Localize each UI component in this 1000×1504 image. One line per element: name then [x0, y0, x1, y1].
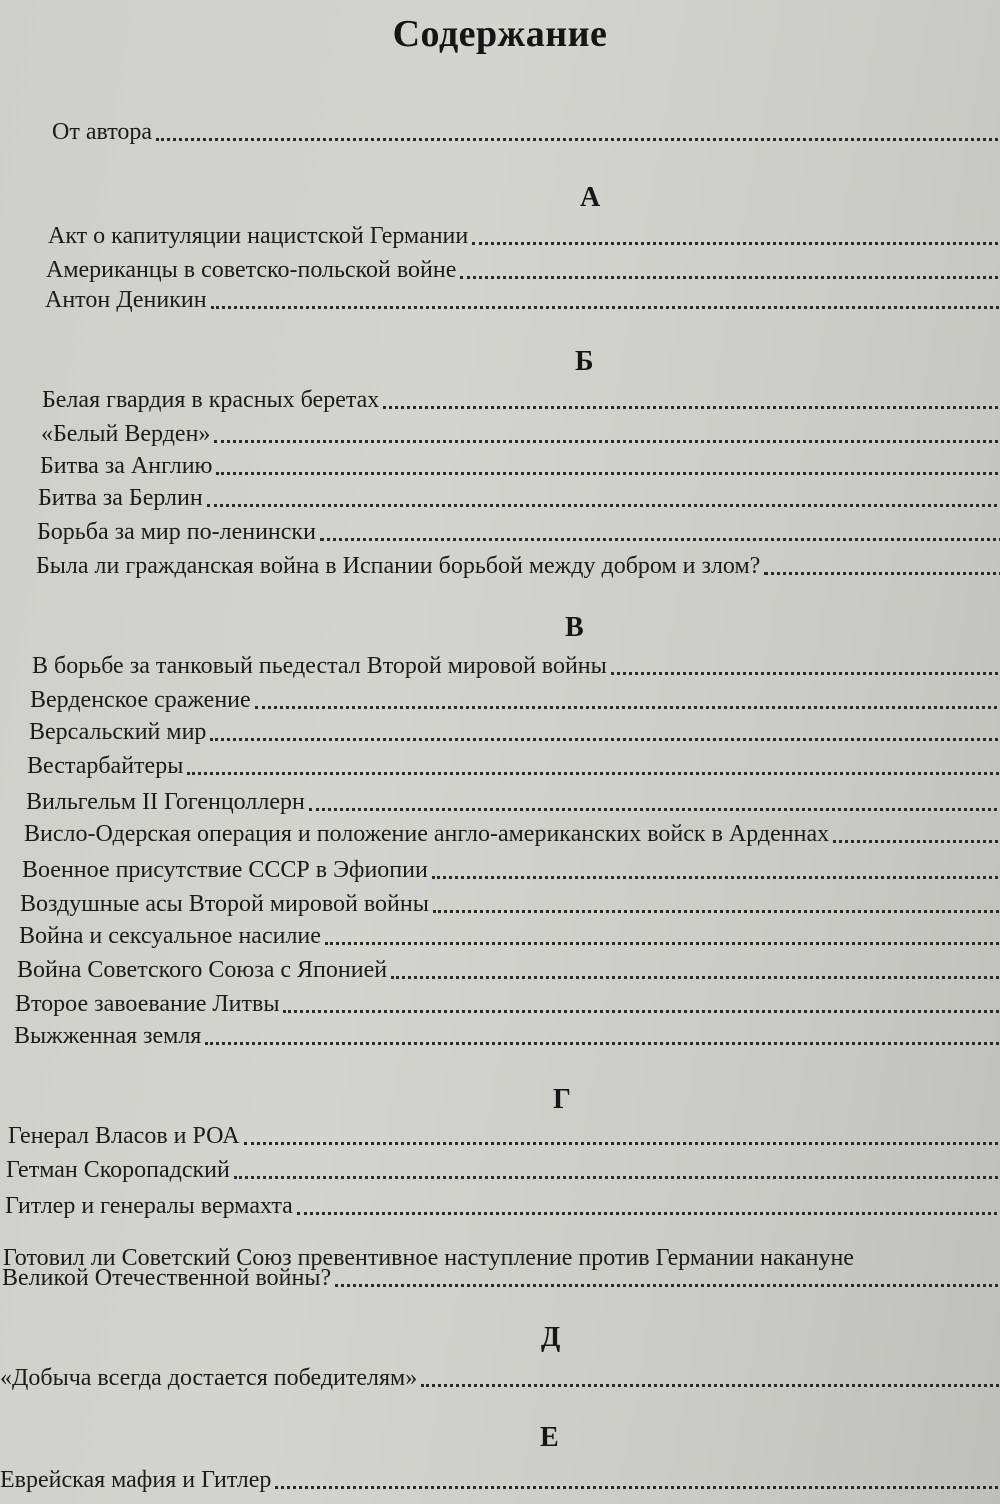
toc-entry [22, 856, 1000, 884]
toc-entry-label: «Белый Верден» [41, 421, 211, 447]
dot-leader [325, 942, 1000, 945]
toc-entry-label: Гитлер и генералы вермахта [5, 1193, 293, 1219]
toc-entry [0, 1466, 1000, 1494]
dot-leader [433, 910, 1000, 913]
toc-entry-label: Война Советского Союза с Японией [17, 957, 388, 983]
toc-entry-label: Белая гвардия в красных беретах [42, 387, 380, 413]
dot-leader [833, 840, 1000, 843]
toc-entry-label: Борьба за мир по-ленински [37, 519, 316, 545]
toc-entry-from-author [52, 118, 1000, 146]
toc-entry [36, 552, 1000, 580]
toc-entry [41, 420, 1000, 448]
toc-entry [2, 1264, 1000, 1292]
toc-entry-label: Военное присутствие СССР в Эфиопии [22, 857, 428, 883]
toc-entry-label: От автора [52, 119, 153, 145]
toc-entry [46, 256, 1000, 284]
dot-leader [244, 1142, 1000, 1145]
toc-entry [30, 686, 1000, 714]
section-letter-b: Б [575, 346, 594, 377]
toc-entry-label: Висло-Одерская операция и положение англо-американских войск в Арденнах [24, 821, 830, 847]
toc-entry [29, 718, 1000, 746]
dot-leader [460, 276, 1000, 279]
toc-entry [37, 518, 1000, 546]
dot-leader [320, 538, 1000, 541]
section-letter-d: Д [541, 1322, 561, 1353]
dot-leader [234, 1176, 1000, 1179]
dot-leader [275, 1486, 1000, 1489]
toc-entry-label: Антон Деникин [45, 287, 207, 313]
toc-entry [17, 956, 1000, 984]
toc-entry [19, 922, 1000, 950]
toc-entry-label: В борьбе за танковый пьедестал Второй мировой войны [32, 653, 607, 679]
page-title: Содержание [392, 13, 608, 55]
section-letter-a: А [580, 182, 601, 213]
toc-entry [24, 820, 1000, 848]
toc-entry-label: Вестарбайтеры [27, 753, 184, 779]
toc-entry [14, 1022, 1000, 1050]
toc-entry [38, 484, 1000, 512]
section-letter-v: В [565, 612, 584, 643]
toc-entry-label: Битва за Англию [40, 453, 213, 479]
toc-entry [45, 286, 1000, 314]
dot-leader [421, 1384, 1000, 1387]
dot-leader [383, 406, 1000, 409]
section-letter-g: Г [553, 1084, 571, 1115]
dot-leader [187, 772, 1000, 775]
dot-leader [611, 672, 1000, 675]
dot-leader [211, 306, 1000, 309]
toc-entry-label: Была ли гражданская война в Испании борьбой между добром и злом? [36, 553, 761, 579]
toc-entry-label: Верденское сражение [30, 687, 251, 713]
section-letter-e: Е [540, 1422, 559, 1453]
toc-entry [15, 990, 1000, 1018]
toc-entry [5, 1192, 1000, 1220]
dot-leader [309, 808, 1000, 811]
dot-leader [205, 1042, 1000, 1045]
toc-entry [27, 752, 1000, 780]
toc-entry-label: Великой Отечественной войны? [2, 1265, 332, 1291]
dot-leader [335, 1284, 1000, 1287]
toc-entry-label: Воздушные асы Второй мировой войны [20, 891, 429, 917]
toc-entry-label: «Добыча всегда достается победителям» [0, 1365, 418, 1391]
toc-entry [20, 890, 1000, 918]
toc-entry [8, 1122, 1000, 1150]
toc-entry-label: Битва за Берлин [38, 485, 203, 511]
dot-leader [472, 242, 1000, 245]
toc-entry-label: Выжженная земля [14, 1023, 202, 1049]
dot-leader [210, 738, 1000, 741]
dot-leader [255, 706, 1000, 709]
toc-entry [26, 788, 1000, 816]
toc-entry [0, 1364, 1000, 1392]
toc-entry-label: Генерал Власов и РОА [8, 1123, 240, 1149]
toc-entry [32, 652, 1000, 680]
toc-entry [6, 1156, 1000, 1184]
toc-entry-line1: Готовил ли Советский Союз превентивное наступление против Германии накануне [3, 1245, 854, 1271]
dot-leader [432, 876, 1000, 879]
dot-leader [214, 440, 1000, 443]
toc-entry-label: Гетман Скоропадский [6, 1157, 230, 1183]
toc-entry [48, 222, 1000, 250]
toc-entry-label: Акт о капитуляции нацистской Германии [48, 223, 469, 249]
dot-leader [216, 472, 1000, 475]
toc-entry [42, 386, 1000, 414]
dot-leader [391, 976, 1000, 979]
toc-entry-label: Вильгельм II Гогенцоллерн [26, 789, 305, 815]
dot-leader [156, 138, 1000, 141]
toc-entry-label: Второе завоевание Литвы [15, 991, 280, 1017]
toc-entry-label: Американцы в советско-польской войне [46, 257, 457, 283]
toc-entry-label: Версальский мир [29, 719, 207, 745]
toc-entry-label: Еврейская мафия и Гитлер [0, 1467, 272, 1493]
dot-leader [764, 572, 1000, 575]
dot-leader [297, 1212, 1000, 1215]
dot-leader [283, 1010, 1000, 1013]
toc-entry-label: Война и сексуальное насилие [19, 923, 321, 949]
dot-leader [207, 504, 1000, 507]
toc-entry [40, 452, 1000, 480]
